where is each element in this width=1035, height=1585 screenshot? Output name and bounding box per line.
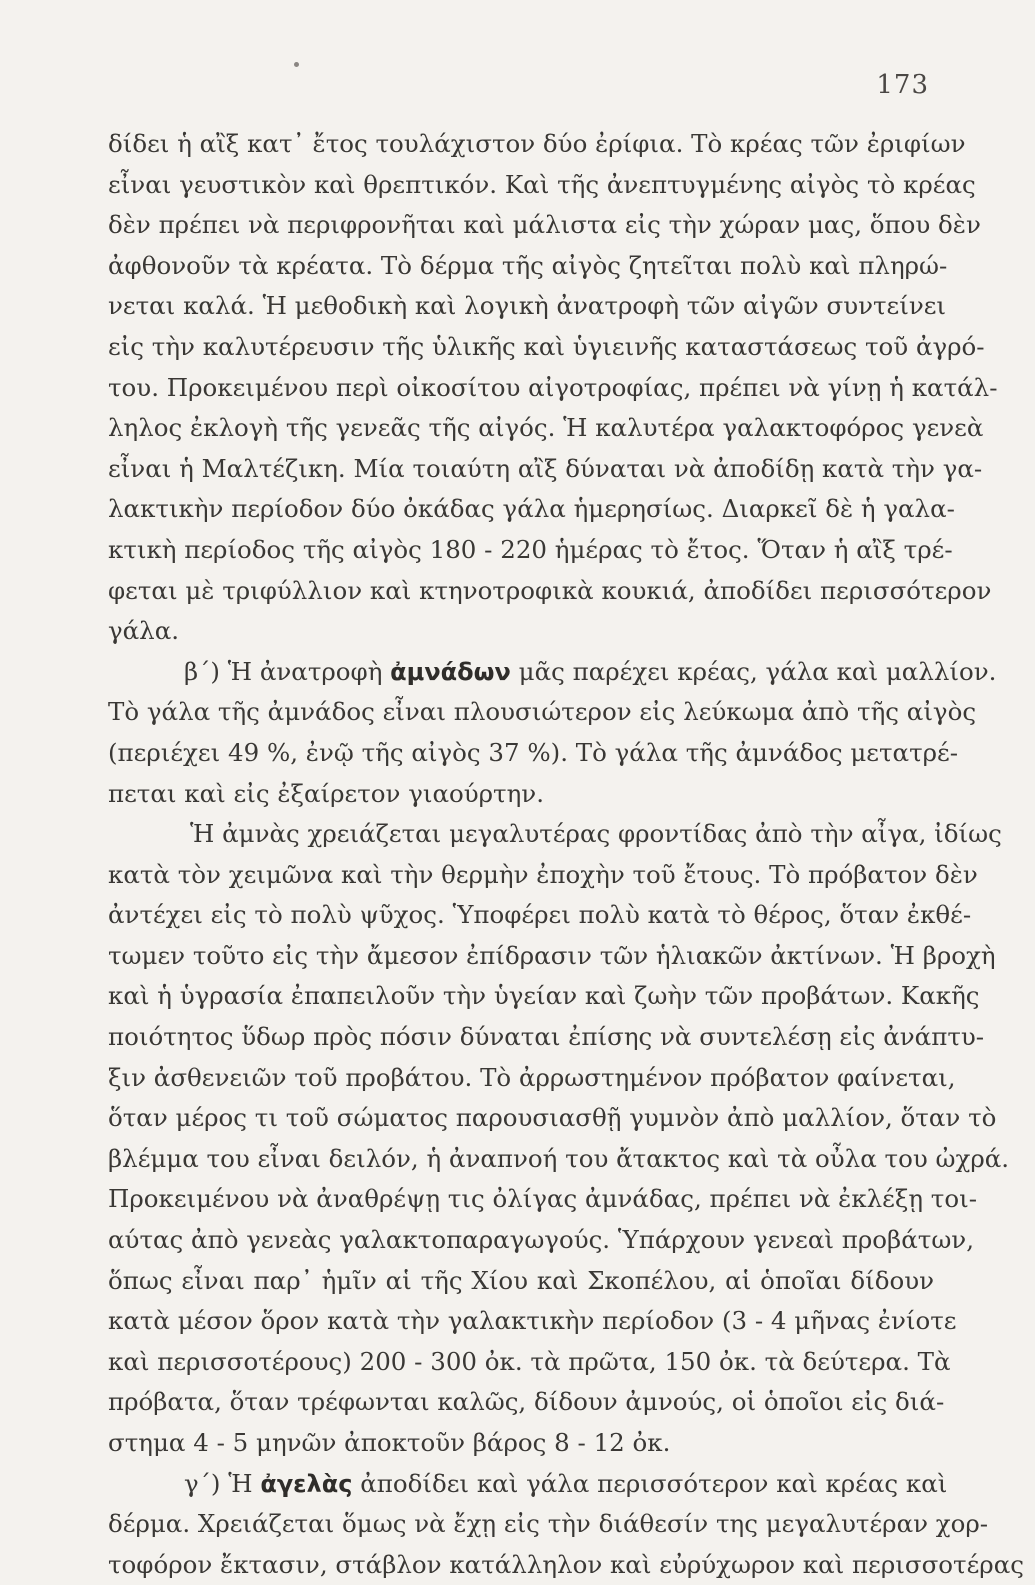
text-line: εἶναι γευστικὸν καὶ θρεπτικόν. Καὶ τῆς ἀνεπτυγμένης αἰγὸς τὸ κρέας: [108, 169, 976, 199]
text-line: κατὰ τὸν χειμῶνα καὶ τὴν θερμὴν ἐποχὴν τοῦ ἔτους. Τὸ πρόβατον δὲν: [108, 859, 978, 889]
text-line: εἶναι ἡ Μαλτέζικη. Μία τοιαύτη αἲξ δύναται νὰ ἀποδίδῃ κατὰ τὴν γα-: [108, 453, 983, 483]
text-line: Ἡ ἀμνὰς χρειάζεται μεγαλυτέρας φροντίδας ἀπὸ τὴν αἶγα, ἰδίως: [190, 819, 1002, 849]
text-line: ὅταν μέρος τι τοῦ σώματος παρουσιασθῇ γυμνὸν ἀπὸ μαλλίον, ὅταν τὸ: [108, 1103, 997, 1133]
text-line: πρόβατα, ὅταν τρέφωνται καλῶς, δίδουν ἀμνούς, οἱ ὁποῖοι εἰς διά-: [108, 1387, 945, 1417]
text-line: ξιν ἀσθενειῶν τοῦ προβάτου. Τὸ ἀρρωστημένον πρόβατον φαίνεται,: [108, 1062, 956, 1092]
section-gamma-prefix: γ΄) Ἡ: [184, 1468, 261, 1498]
text-line: δίδει ἡ αἲξ κατ᾿ ἔτος τουλάχιστον δύο ἐρίφια. Τὸ κρέας τῶν ἐριφίων: [108, 129, 966, 158]
text-line: τωμεν τοῦτο εἰς τὴν ἄμεσον ἐπίδρασιν τῶν ἡλιακῶν ἀκτίνων. Ἡ βροχὴ: [108, 940, 996, 970]
text-line: Προκειμένου νὰ ἀναθρέψῃ τις ὀλίγας ἀμνάδας, πρέπει νὰ ἐκλέξῃ τοι-: [108, 1184, 977, 1214]
text-line: δὲν πρέπει νὰ περιφρονῆται καὶ μάλιστα εἰς τὴν χώραν μας, ὅπου δὲν: [108, 210, 981, 240]
text-line: (περιέχει 49 %, ἐνῷ τῆς αἰγὸς 37 %). Τὸ γάλα τῆς ἀμνάδος μετατρέ-: [108, 737, 959, 767]
text-line: κατὰ μέσον ὅρον κατὰ τὴν γαλακτικὴν περίοδον (3 - 4 μῆνας ἐνίοτε: [108, 1306, 957, 1336]
text-line: Τὸ γάλα τῆς ἀμνάδος εἶναι πλουσιώτερον εἰς λεύκωμα ἀπὸ τῆς αἰγὸς: [108, 697, 977, 727]
section-gamma-term: ἀγελὰς: [260, 1469, 353, 1498]
text-line: ληλος ἐκλογὴ τῆς γενεᾶς τῆς αἰγός. Ἡ καλυτέρα γαλακτοφόρος γενεὰ: [108, 413, 984, 443]
text-line: καὶ περισσοτέρους) 200 - 300 ὀκ. τὰ πρῶτα, 150 ὀκ. τὰ δεύτερα. Τὰ: [108, 1346, 951, 1376]
text-line: δέρμα. Χρειάζεται ὅμως νὰ ἔχῃ εἰς τὴν διάθεσίν της μεγαλυτέραν χορ-: [108, 1509, 989, 1539]
text-line: γάλα.: [108, 616, 180, 646]
text-line: πεται καὶ εἰς ἐξαίρετον γιαούρτην.: [108, 778, 544, 808]
text-line: τοφόρον ἔκτασιν, στάβλον κατάλληλον καὶ εὐρύχωρον καὶ περισσοτέρας: [108, 1549, 1024, 1579]
text-line: ὅπως εἶναι παρ᾿ ἡμῖν αἱ τῆς Χίου καὶ Σκοπέλου, αἱ ὁποῖαι δίδουν: [108, 1265, 934, 1295]
text-line: νεται καλά. Ἡ μεθοδικὴ καὶ λογικὴ ἀνατροφὴ τῶν αἰγῶν συντείνει: [108, 291, 947, 321]
text-line: εἰς τὴν καλυτέρευσιν τῆς ὑλικῆς καὶ ὑγιεινῆς καταστάσεως τοῦ ἀγρό-: [108, 331, 985, 361]
text-line: του. Προκειμένου περὶ οἰκοσίτου αἰγοτροφίας, πρέπει νὰ γίνῃ ἡ κατάλ-: [108, 372, 998, 402]
text-line: στημα 4 - 5 μηνῶν ἀποκτοῦν βάρος 8 - 12 ὀκ.: [108, 1428, 671, 1457]
text-line: αύτας ἀπὸ γενεὰς γαλακτοπαραγωγούς. Ὑπάρχουν γενεαὶ προβάτων,: [108, 1225, 974, 1255]
page-number: 173: [876, 70, 929, 100]
text-line: ἀντέχει εἰς τὸ πολὺ ψῦχος. Ὑποφέρει πολὺ κατὰ τὸ θέρος, ὅταν ἐκθέ-: [108, 900, 972, 930]
print-speck: [294, 62, 299, 67]
section-beta-term: ἀμνάδων: [390, 657, 511, 686]
section-beta-line: [108, 652, 997, 693]
section-gamma-suffix: ἀποδίδει καὶ γάλα περισσότερον καὶ κρέας καὶ: [352, 1468, 948, 1498]
text-line: φεται μὲ τριφύλλιον καὶ κτηνοτροφικὰ κουκιά, ἀποδίδει περισσότερον: [108, 575, 992, 605]
section-beta-suffix: μᾶς παρέχει κρέας, γάλα καὶ μαλλίον.: [510, 656, 997, 686]
text-line: ποιότητος ὕδωρ πρὸς πόσιν δύναται ἐπίσης νὰ συντελέσῃ εἰς ἀνάπτυ-: [108, 1022, 985, 1052]
body-text: [108, 124, 1024, 1585]
text-line: βλέμμα του εἶναι δειλόν, ἡ ἀναπνοή του ἄτακτος καὶ τὰ οὖλα του ὠχρά.: [108, 1143, 1010, 1173]
text-line: κτικὴ περίοδος τῆς αἰγὸς 180 - 220 ἡμέρας τὸ ἔτος. Ὅταν ἡ αἲξ τρέ-: [108, 534, 953, 564]
text-line: καὶ ἡ ὑγρασία ἐπαπειλοῦν τὴν ὑγείαν καὶ ζωὴν τῶν προβάτων. Κακῆς: [108, 981, 980, 1011]
text-line: ἀφθονοῦν τὰ κρέατα. Τὸ δέρμα τῆς αἰγὸς ζητεῖται πολὺ καὶ πληρώ-: [108, 250, 948, 280]
text-line: λακτικὴν περίοδον δύο ὀκάδας γάλα ἡμερησίως. Διαρκεῖ δὲ ἡ γαλα-: [108, 494, 955, 524]
section-beta-prefix: β΄) Ἡ ἀνατροφὴ: [184, 656, 391, 686]
section-gamma-line: [108, 1464, 948, 1505]
